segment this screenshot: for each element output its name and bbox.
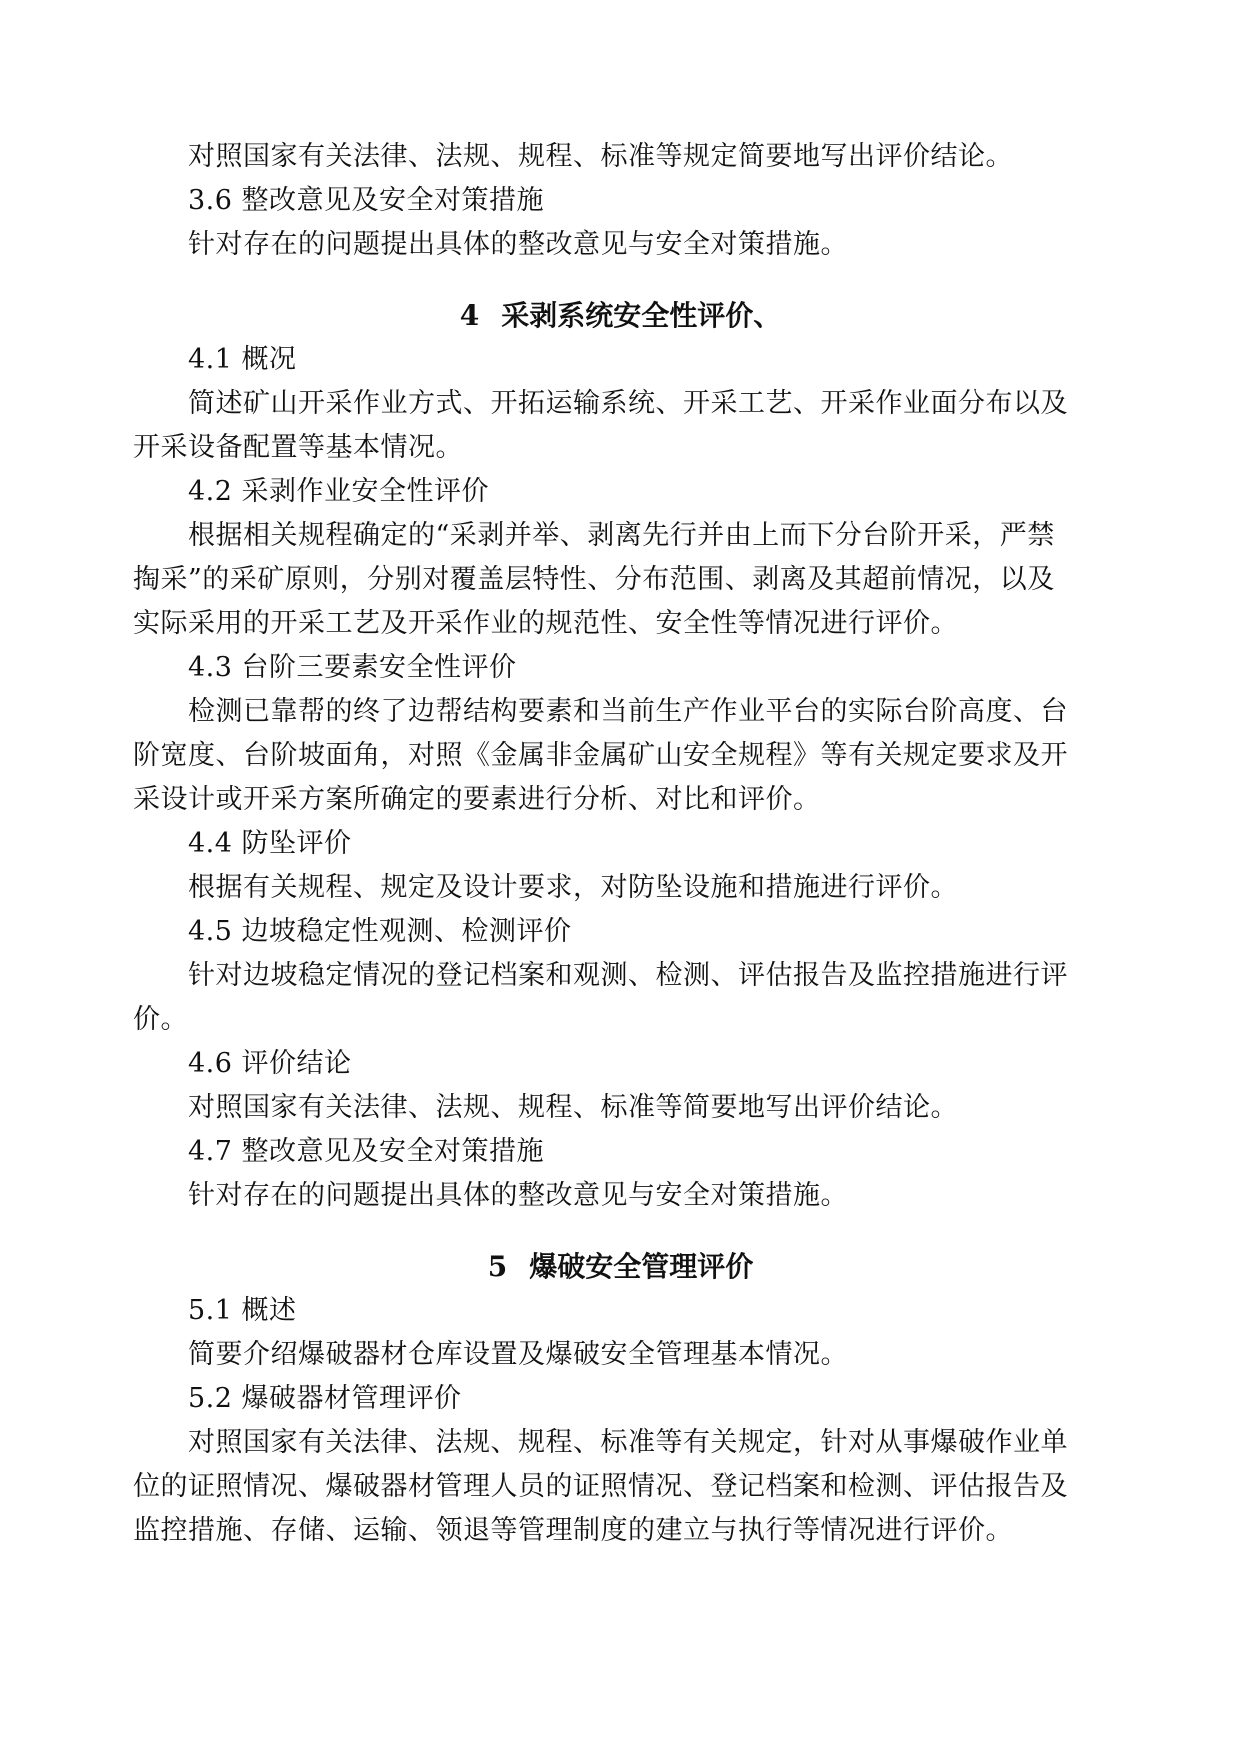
subsection-heading-5-2: 5.2 爆破器材管理评价 — [188, 1383, 462, 1414]
text-line: 对照国家有关法律、法规、规程、标准等简要地写出评价结论。 — [188, 1092, 958, 1123]
text-line: 针对存在的问题提出具体的整改意见与安全对策措施。 — [188, 229, 848, 260]
text-line: 检测已靠帮的终了边帮结构要素和当前生产作业平台的实际台阶高度、台 — [188, 696, 1068, 727]
text-line: 开采设备配置等基本情况。 — [133, 432, 463, 463]
text-line: 掏采”的采矿原则，分别对覆盖层特性、分布范围、剥离及其超前情况，以及 — [133, 564, 1055, 595]
section-number: 5 — [487, 1250, 508, 1283]
subsection-heading-4-1: 4.1 概况 — [188, 344, 297, 375]
text-line: 位的证照情况、爆破器材管理人员的证照情况、登记档案和检测、评估报告及 — [133, 1471, 1068, 1502]
subsection-heading-5-1: 5.1 概述 — [188, 1295, 297, 1326]
text-line: 监控措施、存储、运输、领退等管理制度的建立与执行等情况进行评价。 — [133, 1515, 1013, 1546]
subsection-heading-4-2: 4.2 采剥作业安全性评价 — [188, 476, 490, 507]
subsection-heading-3-6: 3.6 整改意见及安全对策措施 — [188, 185, 545, 216]
text-line: 对照国家有关法律、法规、规程、标准等有关规定，针对从事爆破作业单 — [188, 1427, 1068, 1458]
text-line: 简述矿山开采作业方式、开拓运输系统、开采工艺、开采作业面分布以及 — [188, 388, 1068, 419]
text-line: 根据有关规程、规定及设计要求，对防坠设施和措施进行评价。 — [188, 872, 958, 903]
text-line: 价。 — [133, 1004, 188, 1035]
subsection-heading-4-5: 4.5 边坡稳定性观测、检测评价 — [188, 916, 572, 947]
section-title: 爆破安全管理评价 — [529, 1250, 754, 1283]
text-line: 阶宽度、台阶坡面角，对照《金属非金属矿山安全规程》等有关规定要求及开 — [133, 740, 1068, 771]
text-line: 简要介绍爆破器材仓库设置及爆破安全管理基本情况。 — [188, 1339, 848, 1370]
text-line: 根据相关规程确定的“采剥并举、剥离先行并由上而下分台阶开采，严禁 — [188, 520, 1055, 551]
section-number: 4 — [459, 299, 480, 332]
subsection-heading-4-3: 4.3 台阶三要素安全性评价 — [188, 652, 517, 683]
subsection-heading-4-6: 4.6 评价结论 — [188, 1048, 352, 1079]
text-line: 对照国家有关法律、法规、规程、标准等规定简要地写出评价结论。 — [188, 141, 1013, 172]
section-title: 采剥系统安全性评价、 — [501, 299, 782, 332]
subsection-heading-4-4: 4.4 防坠评价 — [188, 828, 352, 859]
text-line: 针对存在的问题提出具体的整改意见与安全对策措施。 — [188, 1180, 848, 1211]
text-line: 针对边坡稳定情况的登记档案和观测、检测、评估报告及监控措施进行评 — [188, 960, 1068, 991]
section-heading-5 — [0, 1250, 1241, 1283]
text-line: 实际采用的开采工艺及开采作业的规范性、安全性等情况进行评价。 — [133, 608, 958, 639]
section-heading-4 — [0, 299, 1241, 332]
subsection-heading-4-7: 4.7 整改意见及安全对策措施 — [188, 1136, 545, 1167]
text-line: 采设计或开采方案所确定的要素进行分析、对比和评价。 — [133, 784, 821, 815]
